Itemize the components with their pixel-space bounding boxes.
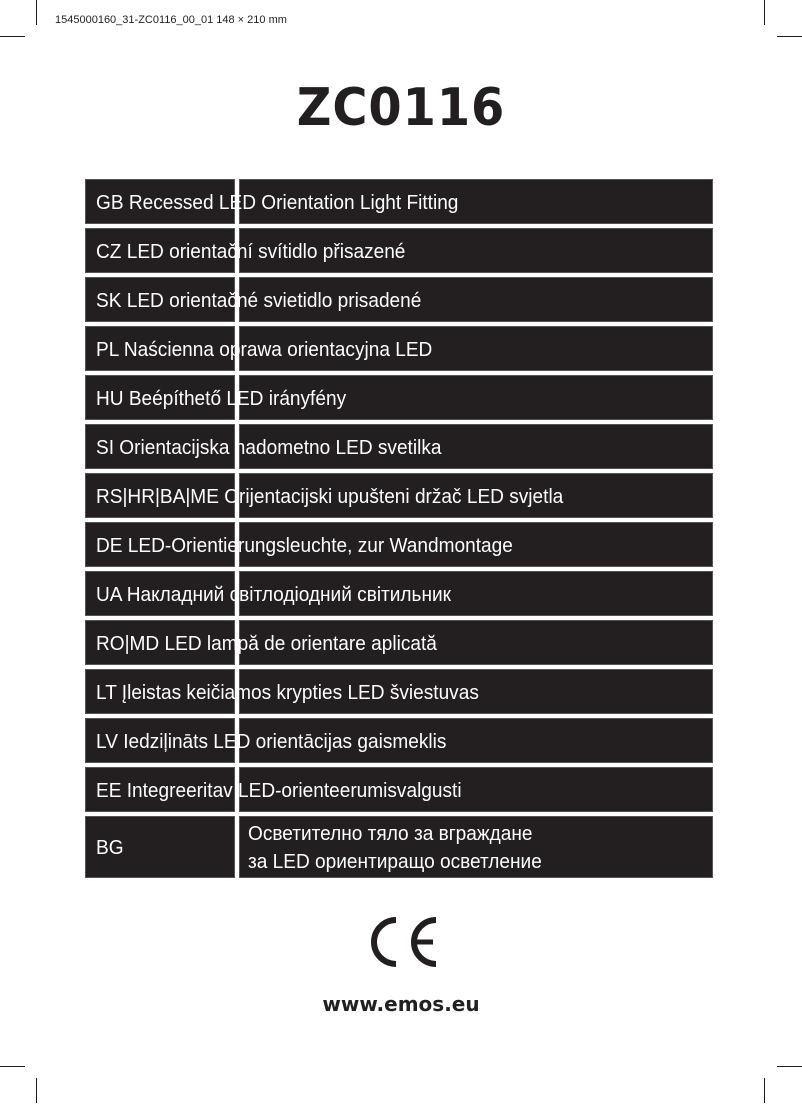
table-row bbox=[85, 718, 713, 763]
row-text: HU Beépíthető LED irányfény bbox=[96, 387, 347, 410]
table-row bbox=[85, 767, 713, 812]
row-text: LV Iedziļināts LED orientācijas gaismeklis bbox=[96, 730, 447, 753]
row-text bbox=[248, 820, 542, 876]
crop-mark bbox=[777, 36, 802, 37]
crop-mark bbox=[36, 1078, 37, 1103]
row-language-code: BG bbox=[96, 836, 124, 859]
row-text: PL Naścienna oprawa orientacyjna LED bbox=[96, 338, 433, 361]
website-url: www.emos.eu bbox=[322, 992, 480, 1016]
row-text: GB Recessed LED Orientation Light Fitting bbox=[96, 191, 459, 214]
print-slug: 1545000160_31-ZC0116_00_01 148 × 210 mm bbox=[55, 14, 287, 26]
row-text: RO|MD LED lampă de orientare aplicată bbox=[96, 632, 437, 655]
table-row bbox=[85, 571, 713, 616]
table-row bbox=[85, 179, 713, 224]
table-row bbox=[85, 522, 713, 567]
table-row bbox=[85, 424, 713, 469]
row-text: SI Orientacijska nadometno LED svetilka bbox=[96, 436, 442, 459]
row-text-line: за LED ориентиращо осветление bbox=[248, 850, 542, 873]
ce-mark-icon bbox=[363, 917, 439, 967]
product-code-title: ZC0116 bbox=[296, 78, 506, 138]
table-row bbox=[85, 228, 713, 273]
row-text: RS|HR|BA|ME Orijentacijski upušteni držač LED svjetla bbox=[96, 485, 564, 508]
crop-mark bbox=[0, 36, 25, 37]
crop-mark bbox=[36, 0, 37, 25]
table-row bbox=[85, 375, 713, 420]
row-text: SK LED orientačné svietidlo prisadené bbox=[96, 289, 422, 312]
table-row bbox=[85, 669, 713, 714]
row-text: LT Įleistas keičiamos krypties LED šviestuvas bbox=[96, 681, 479, 704]
table-row bbox=[85, 473, 713, 518]
row-text: DE LED-Orientierungsleuchte, zur Wandmontage bbox=[96, 534, 513, 557]
row-text-line: Осветително тяло за вграждане bbox=[248, 822, 533, 845]
row-text: CZ LED orientační svítidlo přisazené bbox=[96, 240, 406, 263]
crop-mark bbox=[764, 0, 765, 25]
row-text: UA Накладний світлодіодний світильник bbox=[96, 583, 452, 606]
crop-mark bbox=[777, 1066, 802, 1067]
language-table bbox=[85, 179, 713, 882]
table-row bbox=[85, 277, 713, 322]
row-text: EE Integreeritav LED-orienteerumisvalgusti bbox=[96, 779, 462, 802]
table-row-bg bbox=[85, 816, 713, 878]
crop-mark bbox=[764, 1078, 765, 1103]
table-row bbox=[85, 326, 713, 371]
table-row bbox=[85, 620, 713, 665]
crop-mark bbox=[0, 1066, 25, 1067]
